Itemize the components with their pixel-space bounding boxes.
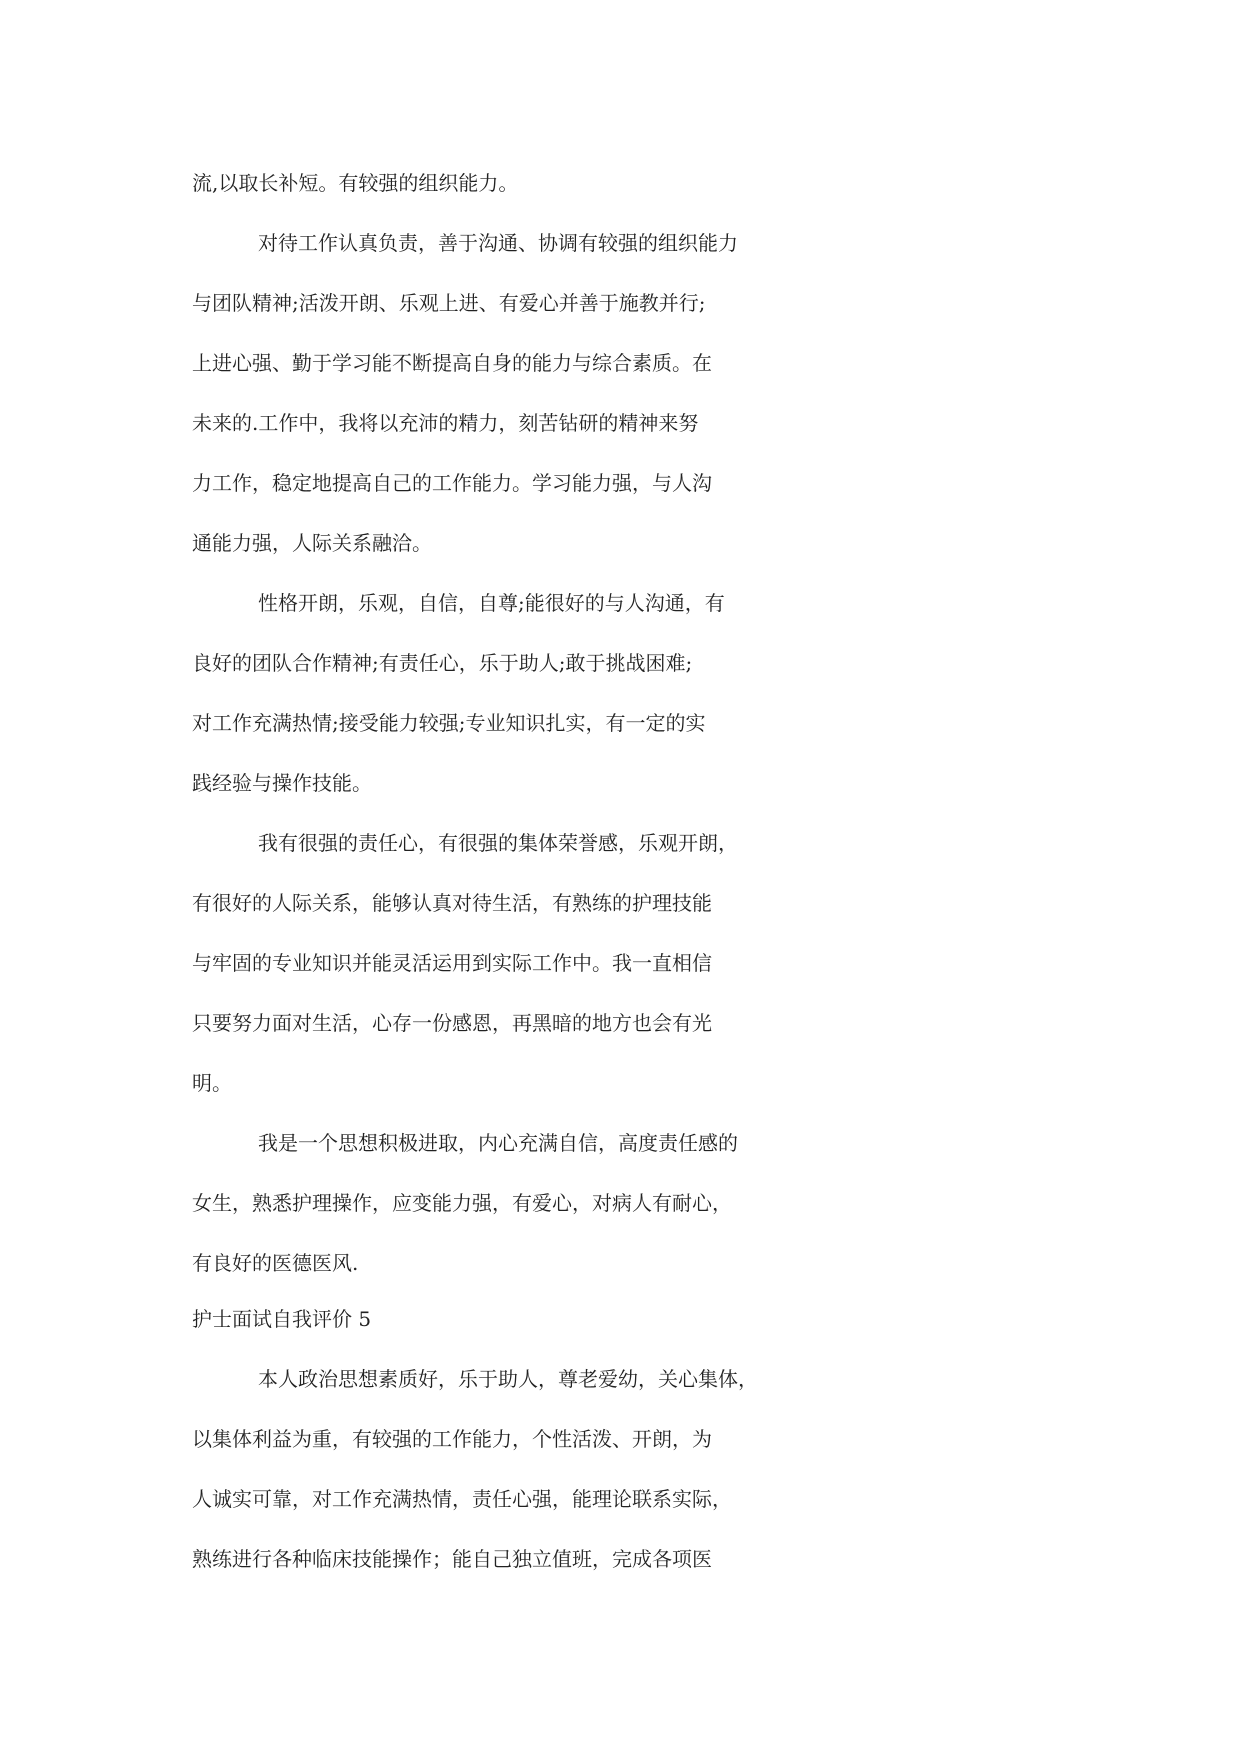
paragraph-first-line: 我有很强的责任心，有很强的集体荣誉感，乐观开朗， [258,831,738,855]
text-line: 通能力强，人际关系融洽。 [192,531,432,555]
text-line: 以集体利益为重，有较强的工作能力，个性活泼、开朗，为 [192,1427,712,1451]
text-line: 未来的.工作中，我将以充沛的精力，刻苦钻研的精神来努 [192,411,699,435]
text-line: 有良好的医德医风. [192,1251,359,1275]
text-line: 人诚实可靠，对工作充满热情，责任心强，能理论联系实际， [192,1487,732,1511]
text-line: 明。 [192,1071,232,1095]
text-line: 与团队精神;活泼开朗、乐观上进、有爱心并善于施教并行; [192,291,706,315]
text-line: 上进心强、勤于学习能不断提高自身的能力与综合素质。在 [192,351,712,375]
text-line: 流,以取长补短。有较强的组织能力。 [192,171,519,195]
text-line: 与牢固的专业知识并能灵活运用到实际工作中。我一直相信 [192,951,712,975]
text-line: 只要努力面对生活，心存一份感恩，再黑暗的地方也会有光 [192,1011,712,1035]
text-line: 践经验与操作技能。 [192,771,372,795]
text-line: 有很好的人际关系，能够认真对待生活，有熟练的护理技能 [192,891,712,915]
paragraph-first-line: 本人政治思想素质好，乐于助人，尊老爱幼，关心集体， [258,1367,758,1391]
text-line: 熟练进行各种临床技能操作；能自己独立值班，完成各项医 [192,1547,712,1571]
text-line: 良好的团队合作精神;有责任心，乐于助人;敢于挑战困难; [192,651,693,675]
paragraph-first-line: 性格开朗，乐观，自信，自尊;能很好的与人沟通，有 [258,591,725,615]
text-line: 对工作充满热情;接受能力较强;专业知识扎实，有一定的实 [192,711,706,735]
text-line: 力工作，稳定地提高自己的工作能力。学习能力强，与人沟 [192,471,712,495]
section-heading: 护士面试自我评价 5 [192,1307,372,1331]
paragraph-first-line: 我是一个思想积极进取，内心充满自信，高度责任感的 [258,1131,738,1155]
paragraph-first-line: 对待工作认真负责，善于沟通、协调有较强的组织能力 [258,231,738,255]
text-line: 女生，熟悉护理操作，应变能力强，有爱心，对病人有耐心， [192,1191,732,1215]
